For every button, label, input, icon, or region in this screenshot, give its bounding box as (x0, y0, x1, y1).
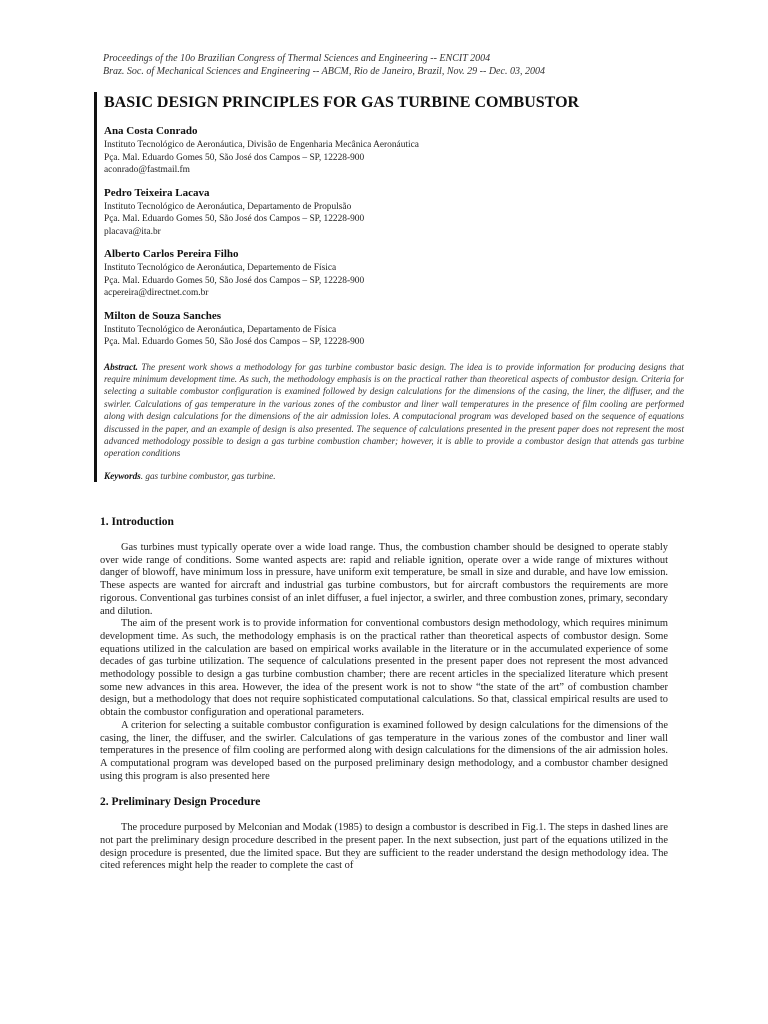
abstract (104, 361, 684, 460)
keywords-text: . gas turbine combustor, gas turbine. (140, 470, 276, 481)
author-name: Ana Costa Conrado (104, 125, 198, 137)
running-header (103, 52, 683, 78)
author-address: Pça. Mal. Eduardo Gomes 50, São José dos Campos – SP, 12228-900 (104, 152, 365, 163)
keywords (104, 470, 684, 482)
paragraph: The aim of the present work is to provide information for conventional combustors design methodology, which requires minimum development time. As such, the methodology emphasis is on the practical rather than theoretical aspects of combustor design. Some equations utilized in the calculation are based on empirical works available in the literature or in the accumulated experience of some decades of gas turbine utilization. The sequence of calculations presented in the present paper does not represent the most advanced methodology possible to design a gas turbine combustion chamber; there are recent articles in the specialized literature which present some new advances in this area. However, the idea of the present work is not to show “the state of the art” of combustion chamber design, but a methodology that does not require sophisticated computational calculations. So that, classical empirical results are used to obtain the combustor configuration and operational parameters. (100, 618, 668, 719)
title-block (94, 92, 684, 482)
abstract-text: The present work shows a methodology for gas turbine combustor basic design. The idea is to provide information for producing designs that require minimum development time. As such, the methodology emphasis is on the practical rather than theoretical aspects of combustor design. Criteria for selecting a suitable combustor configuration is examined followed by design calculations for the dimensions of the casing, the liner, the diffuser, and the swirler. Calculations of gas temperature in the various zones of the combustor and liner wall temperatures in the presence of film cooling are performed along with design calculations for the dimensions of the air admission loles. A computacional program was developed based on the sequence of equations discussed in the paper, and an example of design is also presented. The sequence of calculations presented in the present paper does not represent the most advanced methodology possible to design a gas turbine combustion chamber; however, it is ablle to provide a combustor design that attends gas turbine operation conditions (104, 361, 684, 459)
author-address: Pça. Mal. Eduardo Gomes 50, São José dos Campos – SP, 12228-900 (104, 275, 365, 286)
body-text (100, 515, 668, 873)
author-block (104, 124, 684, 177)
author-block (104, 309, 684, 349)
author-name: Pedro Teixeira Lacava (104, 186, 210, 199)
paper-title: BASIC DESIGN PRINCIPLES FOR GAS TURBINE COMBUSTOR (104, 94, 580, 111)
author-email: acpereira@directnet.com.br (104, 288, 209, 298)
author-address: Pça. Mal. Eduardo Gomes 50, São José dos Campos – SP, 12228-900 (104, 337, 365, 347)
section-heading-preliminary-design: 2. Preliminary Design Procedure (100, 796, 261, 809)
section-heading-introduction: 1. Introduction (100, 516, 174, 528)
header-line-1: Proceedings of the 10o Brazilian Congress of Thermal Sciences and Engineering -- ENCIT 2004 (103, 53, 491, 64)
paragraph: A criterion for selecting a suitable combustor configuration is examined followed by design calculations for the dimensions of the casing, the liner, the diffuser, and the swirler. Calculations of gas temperature in the various zones of the combustor and liner wall temperatures in the presence of film cooling are performed along with design calculations for the dimensions of the air admission holes. A computational program was developed based on the purposed preliminary design methodology, and a combustor chamber designed using this program is also presented here (100, 719, 668, 782)
author-name: Milton de Souza Sanches (104, 309, 222, 322)
author-email: aconrado@fastmail.fm (104, 165, 190, 175)
author-affiliation: Instituto Tecnológico de Aeronáutica, Departamento de Física (104, 324, 337, 335)
author-email: placava@ita.br (104, 226, 161, 237)
author-address: Pça. Mal. Eduardo Gomes 50, São José dos Campos – SP, 12228-900 (104, 214, 365, 224)
header-line-2: Braz. Soc. of Mechanical Sciences and Engineering -- ABCM, Rio de Janeiro, Brazil, Nov. 29 -- Dec. 03, 2004 (103, 66, 545, 77)
abstract-label: Abstract. (104, 361, 138, 372)
keywords-label: Keywords (104, 470, 141, 481)
author-block (104, 247, 684, 300)
author-affiliation: Instituto Tecnológico de Aeronáutica, Departamento de Propulsão (104, 201, 352, 212)
paragraph: The procedure purposed by Melconian and Modak (1985) to design a combustor is described in Fig.1. The steps in dashed lines are not part the preliminary design procedure described in the present paper. In the next subsection, just part of the equations utilized in the design procedure is presented, due the limited space. But they are sufficient to the reader understand the design methodology idea. The cited references might help the reader to complete the cast of (100, 822, 668, 872)
author-affiliation: Instituto Tecnológico de Aeronáutica, Departemento de Física (104, 263, 337, 273)
paragraph: Gas turbines must typically operate over a wide load range. Thus, the combustion chamber should be designed to operate stably over wide range of conditions. Some wanted aspects are: rapid and reliable ignition, operate over a wide range of mixtures without danger of blowoff, have minimum loss in pressure, have uniform exit temperature, be small in size and durable, and have low emission. These aspects are wanted for aircraft and industrial gas turbine combustors, but for aircraft combustors the requirements are more rigorous. Conventional gas turbines consist of an inlet diffuser, a fuel injector, a swirler, and three combustion zones, primary, secondary and dilution. (100, 542, 668, 617)
author-affiliation: Instituto Tecnológico de Aeronáutica, Divisão de Engenharia Mecânica Aeronáutica (104, 140, 419, 150)
author-name: Alberto Carlos Pereira Filho (104, 248, 239, 260)
author-block (104, 186, 684, 239)
